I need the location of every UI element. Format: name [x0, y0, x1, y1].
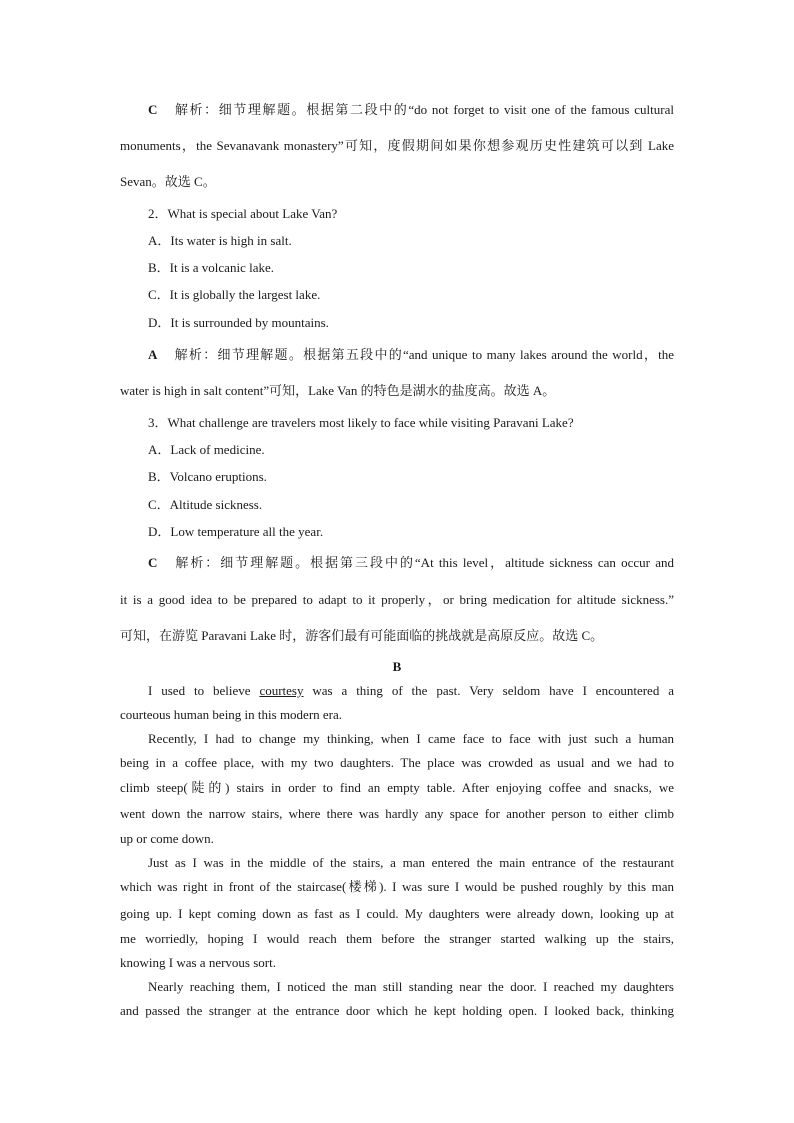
passage-p1-line-1: I used to believe courtesy was a thing of the past. Very seldom have I encountered a [148, 683, 674, 698]
q3-stem: 3．What challenge are travelers most likely to face while visiting Paravani Lake? [148, 415, 574, 430]
q1-explain-line-2: monuments，the Sevanavank monastery”可知，度假期间如果你想参观历史性建筑可以到 Lake [120, 138, 674, 153]
q3-explain-line-2: it is a good idea to be prepared to adapt to it properly，or bring medication for altitude sickness.” [120, 592, 674, 607]
passage-p3-line-2: which was right in front of the staircase(楼梯). I was sure I would be pushed roughly by this man [120, 879, 674, 894]
q2-explain-line-2: water is high in salt content”可知，Lake Van 的特色是湖水的盐度高。故选 A。 [120, 383, 556, 398]
passage-p1-line-2: courteous human being in this modern era. [120, 707, 343, 722]
q2-stem: 2．What is special about Lake Van? [148, 206, 338, 221]
q3-explain-line-3: 可知，在游览 Paravani Lake 时，游客们最有可能面临的挑战就是高原反应。故选 C。 [120, 628, 604, 643]
passage-p3-line-1: Just as I was in the middle of the stairs, a man entered the main entrance of the restaurant [148, 855, 674, 870]
q3-option-b: B．Volcano eruptions. [148, 469, 267, 484]
q3-option-a: A．Lack of medicine. [148, 442, 265, 457]
q3-option-c: C．Altitude sickness. [148, 497, 263, 512]
passage-p2-line-2: being in a coffee place, with my two daughters. The place was crowded as usual and we had to [120, 755, 674, 770]
passage-p2-line-1: Recently, I had to change my thinking, when I came face to face with just such a human [148, 731, 674, 746]
q1-explain-line-1: C 解析：细节理解题。根据第二段中的“do not forget to visit one of the famous cultural [148, 102, 674, 117]
q1-answer-letter: C [148, 102, 158, 117]
passage-p2-line-4: went down the narrow stairs, where there was hardly any space for another person to either climb [120, 806, 674, 821]
passage-p3-line-4: me worriedly, hoping I would reach them before the stranger started walking up the stairs, [120, 931, 674, 946]
passage-p3-line-5: knowing I was a nervous sort. [120, 955, 276, 970]
passage-p4-line-1: Nearly reaching them, I noticed the man still standing near the door. I reached my daughters [148, 979, 674, 994]
q2-option-b: B．It is a volcanic lake. [148, 260, 274, 275]
q1-explain-line-3: Sevan。故选 C。 [120, 174, 216, 189]
q2-explain-line-1: A 解析：细节理解题。根据第五段中的“and unique to many lakes around the world，the [148, 347, 674, 362]
passage-p3-line-3: going up. I kept coming down as fast as I could. My daughters were already down, looking up at [120, 906, 674, 921]
q2-answer-letter: A [148, 347, 158, 362]
passage-p4-line-2: and passed the stranger at the entrance door which he kept holding open. I looked back, thinking [120, 1003, 674, 1018]
q3-answer-letter: C [148, 555, 158, 570]
q2-option-a: A．Its water is high in salt. [148, 233, 292, 248]
underlined-word-courtesy: courtesy [259, 683, 304, 698]
q2-option-c: C．It is globally the largest lake. [148, 287, 321, 302]
q2-option-d: D．It is surrounded by mountains. [148, 315, 329, 330]
q3-explain-line-1: C 解析：细节理解题。根据第三段中的“At this level，altitude sickness can occur and [148, 555, 674, 570]
passage-p2-line-3: climb steep(陡的) stairs in order to find an empty table. After enjoying coffee and snacks, we [120, 780, 674, 795]
passage-p2-line-5: up or come down. [120, 831, 214, 846]
q3-option-d: D．Low temperature all the year. [148, 524, 324, 539]
passage-b-heading: B [392, 659, 402, 674]
